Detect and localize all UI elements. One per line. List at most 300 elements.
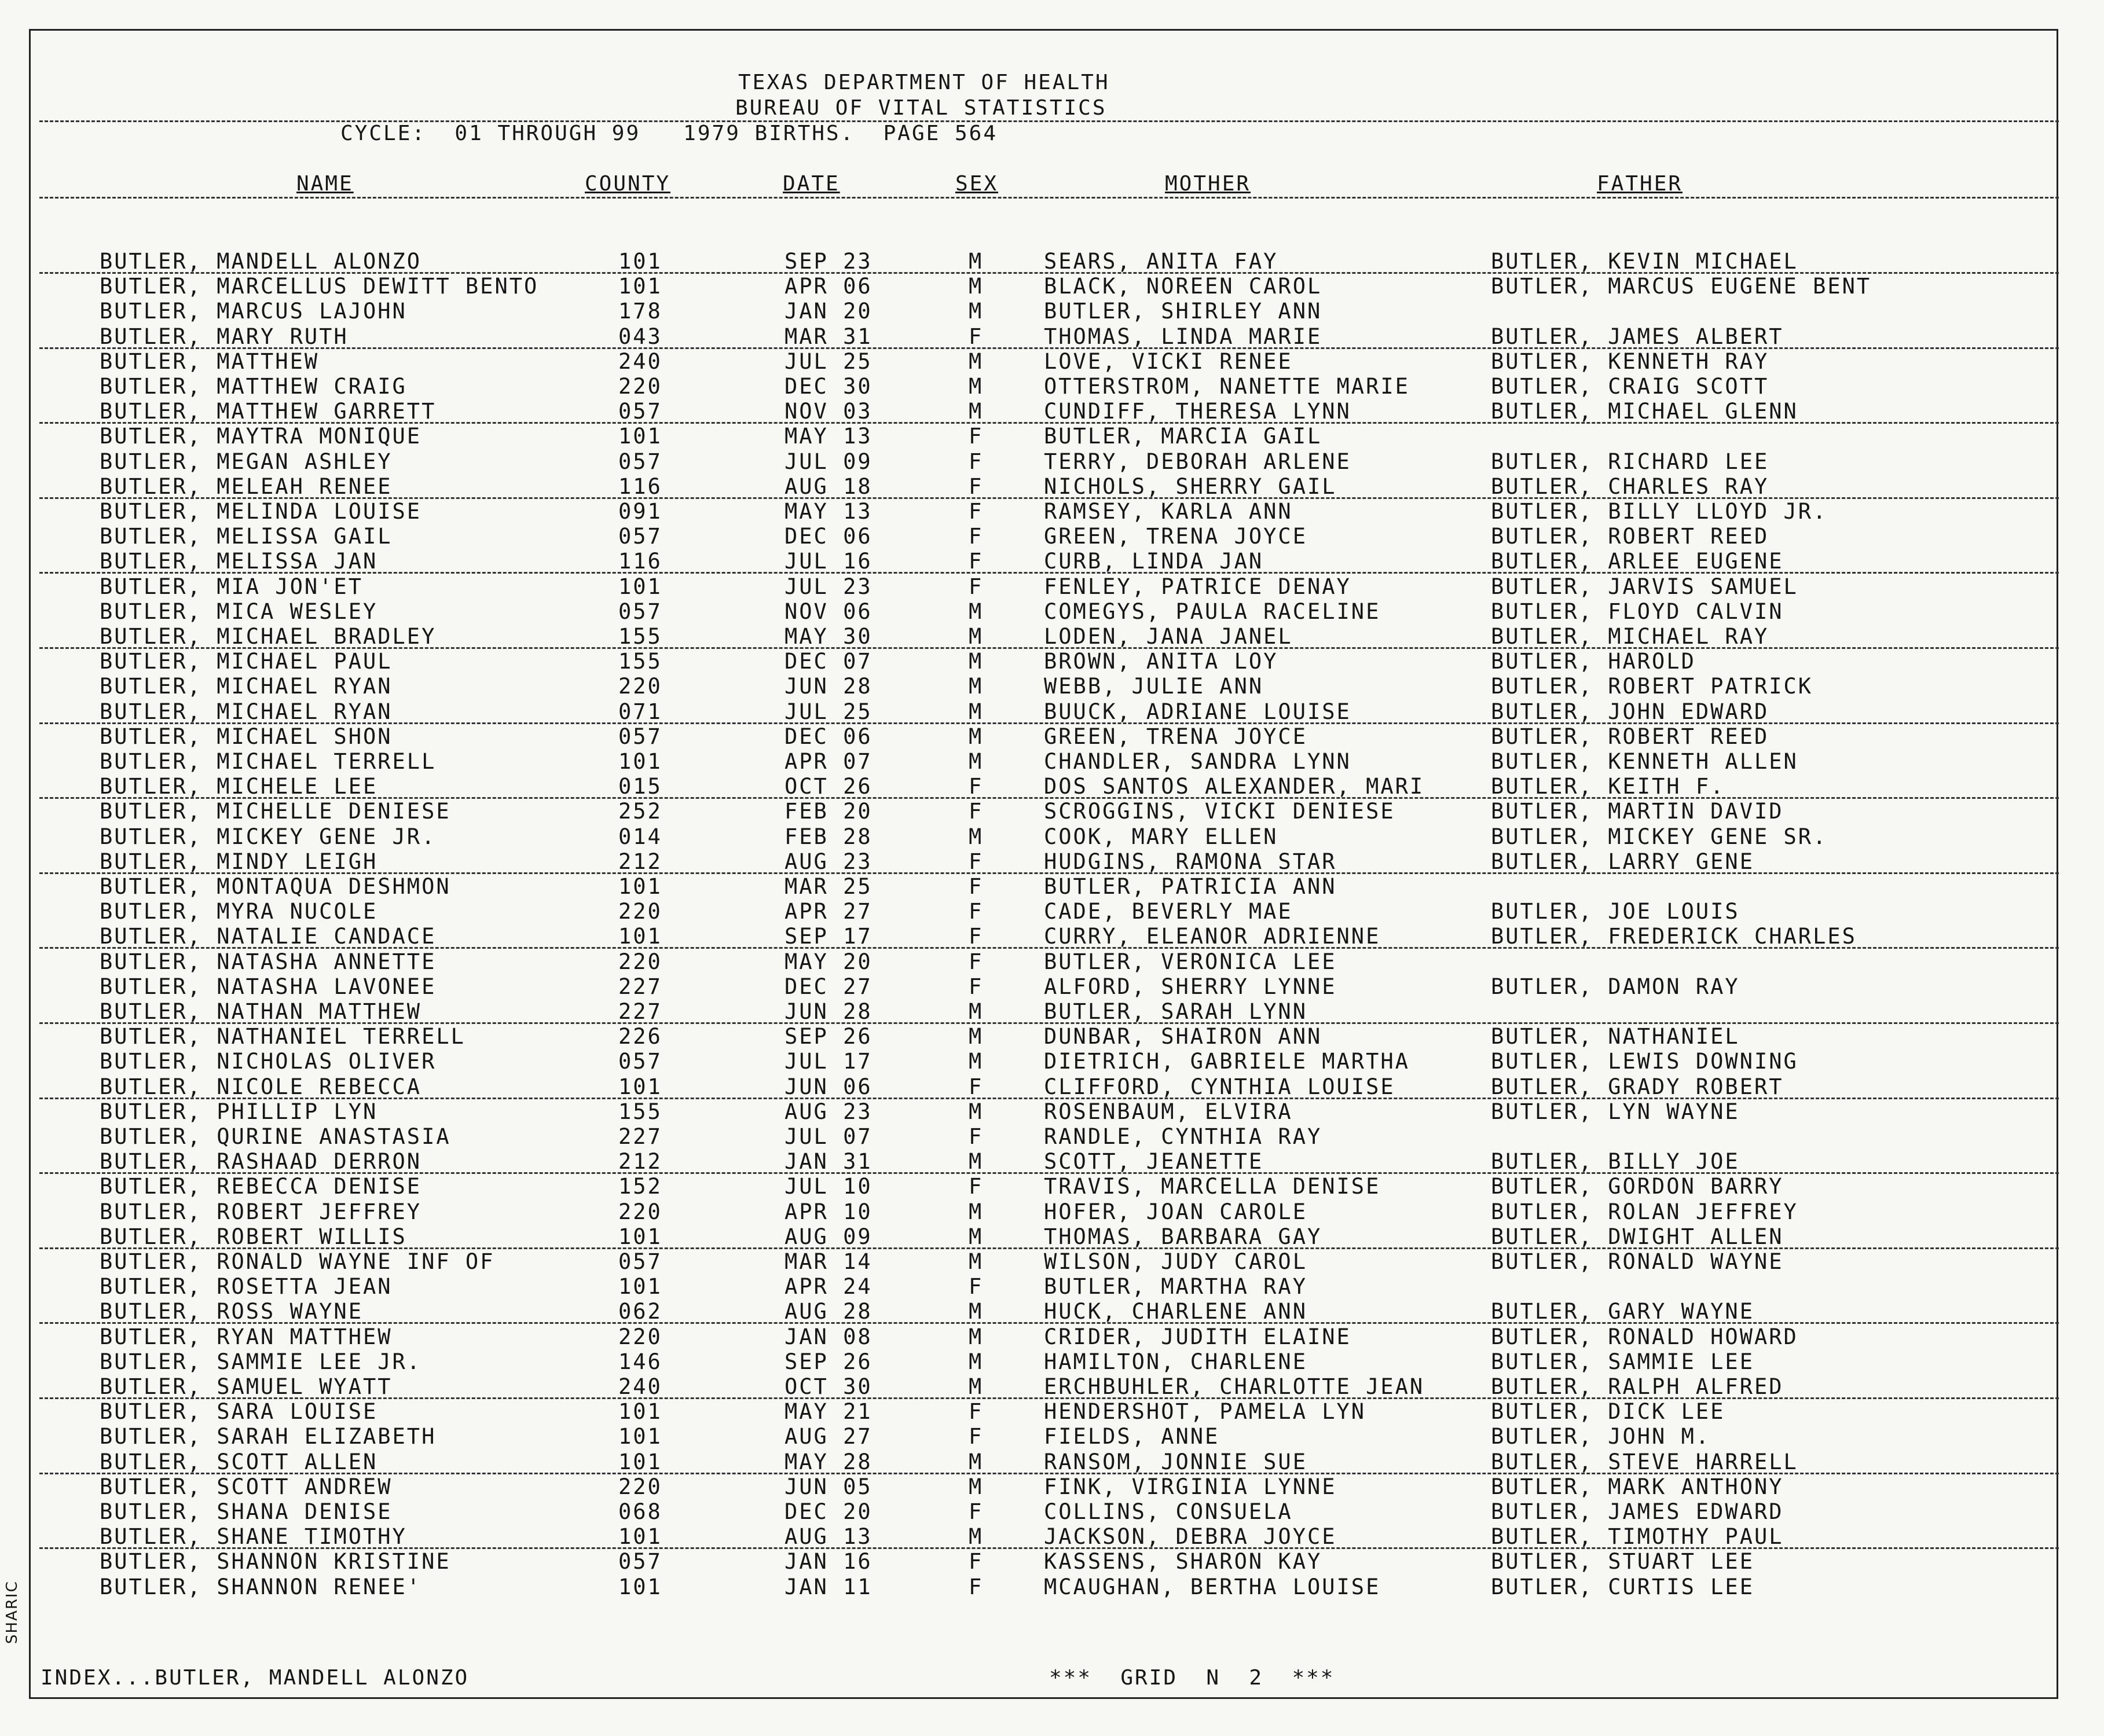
row-group-rule	[39, 572, 2059, 574]
cell-date: SEP 17	[785, 924, 873, 949]
cell-sex: M	[969, 1224, 984, 1249]
cell-date: DEC 20	[785, 1499, 873, 1524]
cell-county: 101	[618, 874, 662, 899]
cell-county: 212	[618, 849, 662, 874]
cell-sex: F	[969, 574, 984, 599]
cell-county: 220	[618, 374, 662, 399]
table-row	[0, 624, 2104, 649]
cell-county: 015	[618, 774, 662, 799]
cell-date: JUN 06	[785, 1074, 873, 1099]
cell-father: BUTLER, STEVE HARRELL	[1491, 1449, 1798, 1474]
cell-county: 227	[618, 1124, 662, 1149]
cell-mother: THOMAS, LINDA MARIE	[1044, 324, 1322, 349]
cell-mother: BUTLER, VERONICA LEE	[1044, 949, 1337, 974]
cell-sex: F	[969, 799, 984, 824]
cell-mother: HUCK, CHARLENE ANN	[1044, 1299, 1307, 1324]
cell-county: 071	[618, 699, 662, 724]
cell-sex: M	[969, 1299, 984, 1324]
cell-sex: F	[969, 1549, 984, 1574]
cell-name: BUTLER, NICHOLAS OLIVER	[100, 1049, 437, 1074]
cell-sex: F	[969, 499, 984, 524]
table-row	[0, 1199, 2104, 1224]
cell-date: APR 10	[785, 1199, 873, 1224]
cell-name: BUTLER, MELISSA GAIL	[100, 524, 393, 549]
cell-name: BUTLER, MICHAEL RYAN	[100, 674, 393, 699]
cell-sex: M	[969, 1374, 984, 1399]
cell-sex: F	[969, 1274, 984, 1299]
cell-date: JUL 09	[785, 449, 873, 474]
cell-county: 227	[618, 999, 662, 1024]
table-row	[0, 1349, 2104, 1374]
cell-mother: GREEN, TRENA JOYCE	[1044, 724, 1307, 749]
cell-mother: JACKSON, DEBRA JOYCE	[1044, 1524, 1337, 1549]
cell-mother: WILSON, JUDY CAROL	[1044, 1249, 1307, 1274]
cell-county: 101	[618, 424, 662, 449]
table-row	[0, 899, 2104, 924]
cell-father: BUTLER, KEVIN MICHAEL	[1491, 249, 1798, 274]
cell-sex: F	[969, 849, 984, 874]
cell-county: 101	[618, 249, 662, 274]
cell-sex: M	[969, 1249, 984, 1274]
cell-mother: BUTLER, SARAH LYNN	[1044, 999, 1307, 1024]
cell-sex: F	[969, 974, 984, 999]
table-row	[0, 924, 2104, 949]
cell-date: AUG 28	[785, 1299, 873, 1324]
cell-name: BUTLER, MICA WESLEY	[100, 599, 378, 624]
cell-name: BUTLER, SAMMIE LEE JR.	[100, 1349, 422, 1374]
cell-county: 062	[618, 1299, 662, 1324]
cell-mother: HENDERSHOT, PAMELA LYN	[1044, 1399, 1366, 1424]
cell-sex: M	[969, 1049, 984, 1074]
table-row	[0, 1149, 2104, 1174]
cell-sex: M	[969, 1449, 984, 1474]
cell-sex: M	[969, 649, 984, 674]
cell-name: BUTLER, MICHELE LEE	[100, 774, 378, 799]
cell-father: BUTLER, ROBERT PATRICK	[1491, 674, 1813, 699]
table-row	[0, 424, 2104, 449]
table-row	[0, 1249, 2104, 1274]
cell-father: BUTLER, LYN WAYNE	[1491, 1099, 1740, 1124]
footer-index: INDEX...BUTLER, MANDELL ALONZO	[41, 1666, 470, 1690]
cell-date: JUL 07	[785, 1124, 873, 1149]
side-stamp: SHARIC	[3, 1580, 21, 1644]
cell-father: BUTLER, MARCUS EUGENE BENT	[1491, 274, 1872, 299]
cell-mother: HUDGINS, RAMONA STAR	[1044, 849, 1337, 874]
cell-county: 116	[618, 474, 662, 499]
table-row	[0, 849, 2104, 874]
cell-sex: M	[969, 249, 984, 274]
cell-county: 240	[618, 1374, 662, 1399]
cell-father: BUTLER, DAMON RAY	[1491, 974, 1740, 999]
cell-mother: BUTLER, PATRICIA ANN	[1044, 874, 1337, 899]
cell-sex: M	[969, 1474, 984, 1499]
table-row	[0, 674, 2104, 699]
cell-county: 178	[618, 299, 662, 324]
cell-mother: DUNBAR, SHAIRON ANN	[1044, 1024, 1322, 1049]
cell-father: BUTLER, FLOYD CALVIN	[1491, 599, 1784, 624]
cell-name: BUTLER, SHANA DENISE	[100, 1499, 393, 1524]
cell-mother: BROWN, ANITA LOY	[1044, 649, 1278, 674]
table-row	[0, 749, 2104, 774]
cell-county: 101	[618, 274, 662, 299]
cell-father: BUTLER, RICHARD LEE	[1491, 449, 1769, 474]
cell-county: 091	[618, 499, 662, 524]
cell-county: 252	[618, 799, 662, 824]
cell-county: 212	[618, 1149, 662, 1174]
cell-name: BUTLER, ROSETTA JEAN	[100, 1274, 393, 1299]
cell-date: JAN 08	[785, 1324, 873, 1349]
cell-county: 101	[618, 1274, 662, 1299]
cell-county: 155	[618, 649, 662, 674]
cell-sex: M	[969, 1099, 984, 1124]
cell-name: BUTLER, MAYTRA MONIQUE	[100, 424, 422, 449]
cell-date: MAY 13	[785, 499, 873, 524]
cell-name: BUTLER, MELISSA JAN	[100, 549, 378, 574]
cell-father: BUTLER, JOE LOUIS	[1491, 899, 1740, 924]
cell-county: 220	[618, 899, 662, 924]
cell-name: BUTLER, MATTHEW GARRETT	[100, 399, 437, 424]
cell-sex: M	[969, 299, 984, 324]
cell-sex: F	[969, 874, 984, 899]
cell-sex: M	[969, 624, 984, 649]
cell-county: 101	[618, 1524, 662, 1549]
cell-name: BUTLER, PHILLIP LYN	[100, 1099, 378, 1124]
cell-mother: BUTLER, SHIRLEY ANN	[1044, 299, 1322, 324]
cell-county: 057	[618, 399, 662, 424]
cell-mother: CURRY, ELEANOR ADRIENNE	[1044, 924, 1381, 949]
table-row	[0, 1299, 2104, 1324]
cell-date: DEC 27	[785, 974, 873, 999]
cell-name: BUTLER, ROBERT WILLIS	[100, 1224, 407, 1249]
cell-date: JUL 23	[785, 574, 873, 599]
cell-father: BUTLER, RONALD WAYNE	[1491, 1249, 1784, 1274]
column-header-date: DATE	[783, 172, 840, 196]
table-row	[0, 599, 2104, 624]
cell-date: DEC 07	[785, 649, 873, 674]
cell-father: BUTLER, MICKEY GENE SR.	[1491, 824, 1828, 849]
cell-sex: M	[969, 674, 984, 699]
cell-county: 226	[618, 1024, 662, 1049]
table-row	[0, 699, 2104, 724]
cell-mother: NICHOLS, SHERRY GAIL	[1044, 474, 1337, 499]
cell-sex: F	[969, 324, 984, 349]
cell-father: BUTLER, JARVIS SAMUEL	[1491, 574, 1798, 599]
cell-sex: F	[969, 899, 984, 924]
cell-county: 116	[618, 549, 662, 574]
cell-date: AUG 13	[785, 1524, 873, 1549]
cell-father: BUTLER, LARRY GENE	[1491, 849, 1754, 874]
table-row	[0, 999, 2104, 1024]
cell-mother: SEARS, ANITA FAY	[1044, 249, 1278, 274]
cell-mother: THOMAS, BARBARA GAY	[1044, 1224, 1322, 1249]
table-row	[0, 1424, 2104, 1449]
cell-mother: CADE, BEVERLY MAE	[1044, 899, 1293, 924]
cell-county: 101	[618, 1424, 662, 1449]
cell-father: BUTLER, RONALD HOWARD	[1491, 1324, 1798, 1349]
cell-name: BUTLER, MICHAEL TERRELL	[100, 749, 437, 774]
cell-mother: LOVE, VICKI RENEE	[1044, 349, 1293, 374]
table-row	[0, 949, 2104, 974]
cell-name: BUTLER, MICHAEL PAUL	[100, 649, 393, 674]
cell-county: 101	[618, 924, 662, 949]
cell-date: JUN 05	[785, 1474, 873, 1499]
cell-county: 057	[618, 1249, 662, 1274]
cell-date: JAN 16	[785, 1549, 873, 1574]
cell-name: BUTLER, MEGAN ASHLEY	[100, 449, 393, 474]
cell-sex: F	[969, 949, 984, 974]
cell-mother: COMEGYS, PAULA RACELINE	[1044, 599, 1381, 624]
cell-mother: ERCHBUHLER, CHARLOTTE JEAN	[1044, 1374, 1425, 1399]
table-row	[0, 724, 2104, 749]
table-row	[0, 1174, 2104, 1199]
cell-father: BUTLER, LEWIS DOWNING	[1491, 1049, 1798, 1074]
table-row	[0, 1074, 2104, 1099]
cell-father: BUTLER, GORDON BARRY	[1491, 1174, 1784, 1199]
cell-name: BUTLER, MARCUS LAJOHN	[100, 299, 407, 324]
table-row	[0, 474, 2104, 499]
cycle-line: CYCLE: 01 THROUGH 99 1979 BIRTHS. PAGE 564	[340, 122, 998, 145]
cell-date: MAR 14	[785, 1249, 873, 1274]
cell-father: BUTLER, HAROLD	[1491, 649, 1696, 674]
cell-sex: F	[969, 549, 984, 574]
cell-sex: M	[969, 274, 984, 299]
cell-father: BUTLER, ROBERT REED	[1491, 724, 1769, 749]
cell-date: FEB 28	[785, 824, 873, 849]
cell-date: NOV 06	[785, 599, 873, 624]
cell-sex: F	[969, 449, 984, 474]
table-row	[0, 1049, 2104, 1074]
cell-father: BUTLER, JOHN EDWARD	[1491, 699, 1769, 724]
cell-father: BUTLER, CHARLES RAY	[1491, 474, 1769, 499]
cell-date: DEC 06	[785, 524, 873, 549]
cell-date: DEC 30	[785, 374, 873, 399]
footer-grid: *** GRID N 2 ***	[1049, 1666, 1335, 1690]
cell-mother: TRAVIS, MARCELLA DENISE	[1044, 1174, 1381, 1199]
cell-mother: COOK, MARY ELLEN	[1044, 824, 1278, 849]
table-row	[0, 549, 2104, 574]
cell-mother: COLLINS, CONSUELA	[1044, 1499, 1293, 1524]
cell-date: APR 27	[785, 899, 873, 924]
cell-name: BUTLER, MICKEY GENE JR.	[100, 824, 437, 849]
cell-father: BUTLER, DICK LEE	[1491, 1399, 1725, 1424]
table-row	[0, 1574, 2104, 1599]
cell-sex: F	[969, 1074, 984, 1099]
cell-date: FEB 20	[785, 799, 873, 824]
cell-sex: F	[969, 1399, 984, 1424]
cell-sex: M	[969, 599, 984, 624]
cell-county: 057	[618, 524, 662, 549]
cell-name: BUTLER, MATTHEW	[100, 349, 320, 374]
table-row	[0, 1224, 2104, 1249]
table-row	[0, 524, 2104, 549]
cell-name: BUTLER, MICHAEL BRADLEY	[100, 624, 437, 649]
cell-sex: M	[969, 1349, 984, 1374]
cell-father: BUTLER, ROLAN JEFFREY	[1491, 1199, 1798, 1224]
cell-date: JUL 10	[785, 1174, 873, 1199]
cell-county: 057	[618, 724, 662, 749]
cell-father: BUTLER, TIMOTHY PAUL	[1491, 1524, 1784, 1549]
cell-name: BUTLER, SHANNON RENEE'	[100, 1574, 422, 1599]
cell-name: BUTLER, MICHELLE DENIESE	[100, 799, 451, 824]
cell-date: MAY 20	[785, 949, 873, 974]
cell-name: BUTLER, NATASHA LAVONEE	[100, 974, 437, 999]
cell-sex: F	[969, 424, 984, 449]
cell-father: BUTLER, ARLEE EUGENE	[1491, 549, 1784, 574]
cell-name: BUTLER, ROBERT JEFFREY	[100, 1199, 422, 1224]
cell-mother: GREEN, TRENA JOYCE	[1044, 524, 1307, 549]
cell-date: JAN 11	[785, 1574, 873, 1599]
cell-county: 155	[618, 624, 662, 649]
cell-sex: M	[969, 824, 984, 849]
cell-name: BUTLER, SHANNON KRISTINE	[100, 1549, 451, 1574]
cell-name: BUTLER, MATTHEW CRAIG	[100, 374, 407, 399]
cell-sex: M	[969, 1024, 984, 1049]
cell-mother: WEBB, JULIE ANN	[1044, 674, 1264, 699]
cell-sex: F	[969, 524, 984, 549]
cell-date: AUG 27	[785, 1424, 873, 1449]
cell-date: APR 06	[785, 274, 873, 299]
cell-county: 057	[618, 449, 662, 474]
cell-name: BUTLER, RYAN MATTHEW	[100, 1324, 393, 1349]
cell-sex: F	[969, 1574, 984, 1599]
cell-name: BUTLER, NATASHA ANNETTE	[100, 949, 437, 974]
table-row	[0, 574, 2104, 599]
table-row	[0, 1124, 2104, 1149]
cell-date: JAN 20	[785, 299, 873, 324]
cell-county: 220	[618, 1199, 662, 1224]
cell-date: JUN 28	[785, 999, 873, 1024]
cell-name: BUTLER, NICOLE REBECCA	[100, 1074, 422, 1099]
cell-name: BUTLER, NATHANIEL TERRELL	[100, 1024, 465, 1049]
cell-name: BUTLER, RONALD WAYNE INF OF	[100, 1249, 495, 1274]
table-row	[0, 324, 2104, 349]
cell-name: BUTLER, SARAH ELIZABETH	[100, 1424, 437, 1449]
cell-date: AUG 23	[785, 849, 873, 874]
table-row	[0, 249, 2104, 274]
cell-sex: M	[969, 399, 984, 424]
table-row	[0, 1274, 2104, 1299]
cell-date: MAY 28	[785, 1449, 873, 1474]
table-row	[0, 1524, 2104, 1549]
cell-mother: DIETRICH, GABRIELE MARTHA	[1044, 1049, 1410, 1074]
cell-date: AUG 18	[785, 474, 873, 499]
cell-date: APR 07	[785, 749, 873, 774]
row-group-rule	[39, 1322, 2059, 1324]
cell-name: BUTLER, MELINDA LOUISE	[100, 499, 422, 524]
cell-sex: M	[969, 699, 984, 724]
cell-date: MAY 13	[785, 424, 873, 449]
column-header-father: FATHER	[1597, 172, 1683, 196]
cell-mother: FIELDS, ANNE	[1044, 1424, 1220, 1449]
table-row	[0, 824, 2104, 849]
table-row	[0, 774, 2104, 799]
cell-sex: M	[969, 999, 984, 1024]
cell-county: 057	[618, 599, 662, 624]
cell-father: BUTLER, MICHAEL GLENN	[1491, 399, 1798, 424]
cell-date: JUL 25	[785, 349, 873, 374]
cell-county: 152	[618, 1174, 662, 1199]
cell-date: OCT 26	[785, 774, 873, 799]
cell-sex: M	[969, 374, 984, 399]
table-row	[0, 874, 2104, 899]
cell-name: BUTLER, REBECCA DENISE	[100, 1174, 422, 1199]
cell-mother: FINK, VIRGINIA LYNNE	[1044, 1474, 1337, 1499]
cell-father: BUTLER, NATHANIEL	[1491, 1024, 1740, 1049]
cell-father: BUTLER, CRAIG SCOTT	[1491, 374, 1769, 399]
cell-date: DEC 06	[785, 724, 873, 749]
cell-name: BUTLER, MINDY LEIGH	[100, 849, 378, 874]
cell-date: MAR 25	[785, 874, 873, 899]
cell-name: BUTLER, MONTAQUA DESHMON	[100, 874, 451, 899]
column-header-sex: SEX	[955, 172, 999, 196]
cell-mother: MCAUGHAN, BERTHA LOUISE	[1044, 1574, 1381, 1599]
table-row	[0, 1449, 2104, 1474]
cell-county: 220	[618, 1324, 662, 1349]
table-row	[0, 799, 2104, 824]
cell-father: BUTLER, BILLY LLOYD JR.	[1491, 499, 1828, 524]
cell-county: 101	[618, 749, 662, 774]
cell-county: 101	[618, 574, 662, 599]
cell-name: BUTLER, MICHAEL SHON	[100, 724, 393, 749]
cell-mother: BUUCK, ADRIANE LOUISE	[1044, 699, 1351, 724]
cell-father: BUTLER, JAMES ALBERT	[1491, 324, 1784, 349]
cell-mother: BLACK, NOREEN CAROL	[1044, 274, 1322, 299]
cell-mother: RAMSEY, KARLA ANN	[1044, 499, 1293, 524]
cell-date: JUL 16	[785, 549, 873, 574]
cell-name: BUTLER, MYRA NUCOLE	[100, 899, 378, 924]
table-row	[0, 1474, 2104, 1499]
cell-county: 240	[618, 349, 662, 374]
cell-mother: DOS SANTOS ALEXANDER, MARI	[1044, 774, 1425, 799]
table-row	[0, 974, 2104, 999]
cell-date: JUL 17	[785, 1049, 873, 1074]
cell-father: BUTLER, GARY WAYNE	[1491, 1299, 1754, 1324]
cell-date: JAN 31	[785, 1149, 873, 1174]
cell-father: BUTLER, GRADY ROBERT	[1491, 1074, 1784, 1099]
cell-mother: OTTERSTROM, NANETTE MARIE	[1044, 374, 1410, 399]
cell-mother: CRIDER, JUDITH ELAINE	[1044, 1324, 1351, 1349]
cell-county: 220	[618, 674, 662, 699]
table-row	[0, 649, 2104, 674]
cell-county: 101	[618, 1224, 662, 1249]
table-row	[0, 499, 2104, 524]
cell-mother: HAMILTON, CHARLENE	[1044, 1349, 1307, 1374]
cell-father: BUTLER, BILLY JOE	[1491, 1149, 1740, 1174]
cell-sex: M	[969, 749, 984, 774]
cell-father: BUTLER, CURTIS LEE	[1491, 1574, 1754, 1599]
column-header-county: COUNTY	[585, 172, 671, 196]
cell-name: BUTLER, MARCELLUS DEWITT BENTO	[100, 274, 539, 299]
cell-sex: F	[969, 924, 984, 949]
table-row	[0, 349, 2104, 374]
cell-county: 146	[618, 1349, 662, 1374]
row-group-rule	[39, 947, 2059, 949]
cell-sex: M	[969, 1199, 984, 1224]
cell-county: 220	[618, 949, 662, 974]
table-row	[0, 399, 2104, 424]
agency-title: TEXAS DEPARTMENT OF HEALTH	[738, 71, 1110, 94]
cell-father: BUTLER, MARTIN DAVID	[1491, 799, 1784, 824]
cell-date: SEP 26	[785, 1024, 873, 1049]
cell-date: NOV 03	[785, 399, 873, 424]
cell-name: BUTLER, MICHAEL RYAN	[100, 699, 393, 724]
cell-mother: FENLEY, PATRICE DENAY	[1044, 574, 1351, 599]
cell-father: BUTLER, JAMES EDWARD	[1491, 1499, 1784, 1524]
cell-mother: SCOTT, JEANETTE	[1044, 1149, 1264, 1174]
table-row	[0, 1324, 2104, 1349]
cell-sex: M	[969, 349, 984, 374]
cell-sex: F	[969, 474, 984, 499]
